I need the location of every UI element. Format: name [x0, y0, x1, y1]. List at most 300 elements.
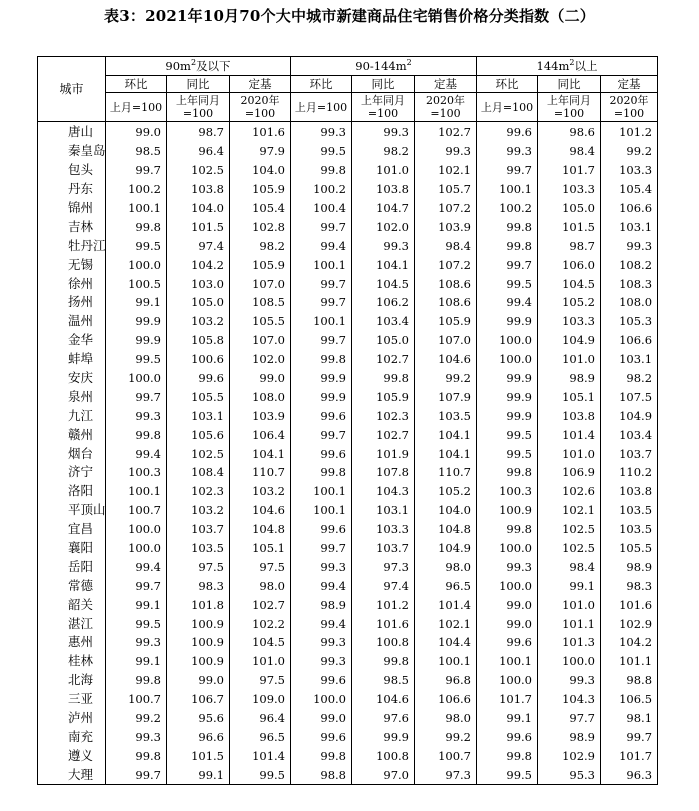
index-value: 100.0 [477, 331, 538, 350]
index-value: 102.1 [415, 614, 477, 633]
city-name: 北海 [38, 671, 106, 690]
index-value: 103.8 [352, 180, 415, 199]
index-value: 99.0 [230, 369, 291, 388]
index-value: 102.2 [230, 614, 291, 633]
index-value: 99.3 [538, 671, 601, 690]
index-value: 105.2 [415, 482, 477, 501]
city-name: 襄阳 [38, 539, 106, 558]
index-value: 101.6 [601, 595, 658, 614]
index-value: 103.4 [601, 425, 658, 444]
index-value: 96.4 [167, 142, 230, 161]
index-value: 98.4 [538, 142, 601, 161]
index-value: 100.0 [477, 539, 538, 558]
index-value: 100.9 [167, 614, 230, 633]
index-value: 99.7 [106, 387, 167, 406]
index-value: 99.0 [167, 671, 230, 690]
index-value: 99.6 [291, 520, 352, 539]
index-value: 97.9 [230, 142, 291, 161]
index-value: 99.8 [477, 463, 538, 482]
index-value: 98.2 [230, 236, 291, 255]
index-value: 100.1 [477, 180, 538, 199]
index-value: 100.1 [415, 652, 477, 671]
index-value: 100.9 [167, 652, 230, 671]
index-value: 102.7 [230, 595, 291, 614]
index-value: 99.7 [477, 161, 538, 180]
index-value: 101.0 [538, 350, 601, 369]
index-value: 96.5 [415, 576, 477, 595]
index-value: 98.4 [415, 236, 477, 255]
index-value: 108.6 [415, 293, 477, 312]
index-value: 106.7 [167, 690, 230, 709]
index-value: 99.9 [477, 387, 538, 406]
index-value: 100.5 [106, 274, 167, 293]
index-value: 100.1 [106, 199, 167, 218]
index-value: 105.9 [415, 312, 477, 331]
index-value: 103.2 [167, 312, 230, 331]
table-row [38, 331, 658, 350]
index-value: 99.9 [291, 369, 352, 388]
index-value: 102.5 [538, 520, 601, 539]
table-row [38, 312, 658, 331]
table-row [38, 199, 658, 218]
index-value: 105.9 [230, 255, 291, 274]
index-value: 99.3 [291, 557, 352, 576]
header-row-groups [38, 57, 658, 76]
index-value: 99.9 [477, 369, 538, 388]
index-value: 98.2 [352, 142, 415, 161]
index-value: 106.4 [230, 425, 291, 444]
index-value: 106.5 [601, 690, 658, 709]
index-value: 100.4 [291, 199, 352, 218]
index-value: 99.3 [106, 728, 167, 747]
index-value: 104.0 [415, 501, 477, 520]
index-value: 99.4 [477, 293, 538, 312]
index-value: 103.1 [601, 217, 658, 236]
index-value: 107.0 [230, 274, 291, 293]
index-value: 108.5 [230, 293, 291, 312]
index-value: 101.1 [601, 652, 658, 671]
table-row [38, 520, 658, 539]
index-value: 103.3 [538, 312, 601, 331]
city-header: 城市 [38, 57, 106, 122]
table-body [38, 122, 658, 785]
index-value: 101.0 [352, 161, 415, 180]
index-value: 103.5 [601, 520, 658, 539]
index-value: 99.1 [167, 765, 230, 784]
city-name: 徐州 [38, 274, 106, 293]
index-value: 109.0 [230, 690, 291, 709]
index-value: 97.6 [352, 709, 415, 728]
index-value: 98.7 [167, 122, 230, 142]
index-value: 104.1 [230, 444, 291, 463]
index-value: 103.8 [538, 406, 601, 425]
sub-header: 定基 [601, 76, 658, 93]
index-value: 100.9 [477, 501, 538, 520]
index-value: 101.5 [538, 217, 601, 236]
index-value: 99.8 [477, 217, 538, 236]
index-value: 97.5 [167, 557, 230, 576]
index-value: 100.0 [106, 369, 167, 388]
index-value: 101.7 [601, 746, 658, 765]
table-row [38, 293, 658, 312]
index-value: 100.3 [477, 482, 538, 501]
index-value: 99.1 [106, 652, 167, 671]
table-row [38, 161, 658, 180]
index-value: 97.4 [352, 576, 415, 595]
city-name: 洛阳 [38, 482, 106, 501]
sub-header: 同比 [538, 76, 601, 93]
index-value: 99.8 [477, 746, 538, 765]
index-value: 105.4 [601, 180, 658, 199]
index-value: 105.5 [167, 387, 230, 406]
index-value: 96.3 [601, 765, 658, 784]
index-value: 99.9 [106, 312, 167, 331]
index-value: 100.2 [106, 180, 167, 199]
index-value: 108.2 [601, 255, 658, 274]
base-header: 上月=100 [477, 93, 538, 122]
index-value: 108.6 [415, 274, 477, 293]
index-value: 100.8 [352, 633, 415, 652]
index-value: 101.3 [538, 633, 601, 652]
city-name: 金华 [38, 331, 106, 350]
index-value: 99.6 [477, 122, 538, 142]
index-value: 102.7 [352, 425, 415, 444]
city-name: 桂林 [38, 652, 106, 671]
index-value: 97.0 [352, 765, 415, 784]
index-value: 99.5 [291, 142, 352, 161]
index-value: 102.9 [601, 614, 658, 633]
index-value: 98.0 [415, 709, 477, 728]
table-row [38, 122, 658, 142]
index-value: 102.1 [415, 161, 477, 180]
table-row [38, 652, 658, 671]
index-value: 102.0 [230, 350, 291, 369]
index-value: 101.2 [352, 595, 415, 614]
index-value: 101.6 [230, 122, 291, 142]
index-value: 101.7 [477, 690, 538, 709]
index-value: 99.3 [106, 633, 167, 652]
index-value: 107.8 [352, 463, 415, 482]
index-value: 104.9 [415, 539, 477, 558]
index-value: 104.2 [167, 255, 230, 274]
unit-superscript: 2 [569, 57, 575, 67]
table-row [38, 728, 658, 747]
city-name: 牡丹江 [38, 236, 106, 255]
city-name: 吉林 [38, 217, 106, 236]
index-value: 103.8 [167, 180, 230, 199]
index-value: 106.6 [601, 331, 658, 350]
index-value: 99.8 [291, 161, 352, 180]
index-value: 100.0 [106, 255, 167, 274]
index-value: 103.4 [352, 312, 415, 331]
index-value: 107.0 [415, 331, 477, 350]
index-value: 99.5 [477, 425, 538, 444]
index-value: 95.3 [538, 765, 601, 784]
index-value: 101.2 [601, 122, 658, 142]
city-name: 岳阳 [38, 557, 106, 576]
index-value: 107.0 [230, 331, 291, 350]
city-name: 丹东 [38, 180, 106, 199]
index-value: 105.9 [230, 180, 291, 199]
index-value: 97.5 [230, 671, 291, 690]
index-value: 104.3 [352, 482, 415, 501]
index-value: 108.0 [230, 387, 291, 406]
base-header: 上月=100 [106, 93, 167, 122]
index-value: 99.2 [106, 709, 167, 728]
index-value: 98.4 [538, 557, 601, 576]
index-value: 99.6 [477, 633, 538, 652]
index-value: 99.5 [106, 350, 167, 369]
index-value: 99.3 [415, 142, 477, 161]
table-row [38, 595, 658, 614]
table-row [38, 217, 658, 236]
index-value: 99.8 [106, 671, 167, 690]
index-value: 98.0 [415, 557, 477, 576]
header-row-base [38, 93, 658, 122]
index-value: 105.3 [601, 312, 658, 331]
index-value: 99.1 [106, 595, 167, 614]
table-row [38, 501, 658, 520]
index-value: 108.0 [601, 293, 658, 312]
index-value: 104.1 [352, 255, 415, 274]
index-value: 102.3 [167, 482, 230, 501]
index-value: 99.5 [477, 444, 538, 463]
index-value: 98.0 [230, 576, 291, 595]
table-row [38, 387, 658, 406]
table-row [38, 482, 658, 501]
index-value: 105.1 [230, 539, 291, 558]
index-value: 99.5 [106, 236, 167, 255]
index-value: 105.5 [601, 539, 658, 558]
index-value: 100.0 [477, 576, 538, 595]
city-name: 安庆 [38, 369, 106, 388]
city-name: 常德 [38, 576, 106, 595]
index-value: 99.3 [291, 652, 352, 671]
index-value: 99.3 [601, 236, 658, 255]
index-value: 98.9 [538, 728, 601, 747]
index-value: 101.0 [538, 595, 601, 614]
index-value: 103.1 [352, 501, 415, 520]
index-value: 99.1 [106, 293, 167, 312]
index-value: 101.4 [230, 746, 291, 765]
index-value: 103.7 [601, 444, 658, 463]
table-row [38, 557, 658, 576]
index-value: 99.8 [352, 652, 415, 671]
index-value: 102.5 [167, 444, 230, 463]
index-value: 98.3 [167, 576, 230, 595]
index-value: 99.7 [601, 728, 658, 747]
index-value: 104.5 [538, 274, 601, 293]
index-value: 99.4 [106, 557, 167, 576]
header-row-sub [38, 76, 658, 93]
index-value: 105.7 [415, 180, 477, 199]
city-name: 包头 [38, 161, 106, 180]
index-value: 99.8 [291, 350, 352, 369]
table-row [38, 690, 658, 709]
index-value: 104.6 [352, 690, 415, 709]
sub-header: 定基 [415, 76, 477, 93]
sub-header: 环比 [291, 76, 352, 93]
index-value: 99.2 [601, 142, 658, 161]
index-value: 98.8 [291, 765, 352, 784]
index-value: 103.5 [415, 406, 477, 425]
index-value: 110.7 [230, 463, 291, 482]
index-value: 99.2 [415, 728, 477, 747]
index-value: 100.1 [477, 652, 538, 671]
table-row [38, 444, 658, 463]
sub-header: 环比 [477, 76, 538, 93]
index-value: 105.6 [167, 425, 230, 444]
index-value: 99.3 [106, 406, 167, 425]
index-value: 97.7 [538, 709, 601, 728]
index-value: 99.9 [477, 406, 538, 425]
table-row [38, 709, 658, 728]
index-value: 102.9 [538, 746, 601, 765]
index-value: 100.1 [291, 312, 352, 331]
base-header: 2020年 =100 [601, 93, 658, 122]
index-value: 101.8 [167, 595, 230, 614]
index-value: 104.3 [538, 690, 601, 709]
index-value: 99.7 [291, 425, 352, 444]
city-name: 蚌埠 [38, 350, 106, 369]
index-value: 104.0 [230, 161, 291, 180]
index-value: 98.9 [601, 557, 658, 576]
index-value: 99.3 [291, 633, 352, 652]
index-value: 104.4 [415, 633, 477, 652]
index-value: 101.0 [230, 652, 291, 671]
table-row [38, 425, 658, 444]
table-row [38, 463, 658, 482]
index-value: 99.0 [477, 614, 538, 633]
index-value: 99.4 [291, 614, 352, 633]
index-value: 99.8 [291, 746, 352, 765]
index-value: 97.5 [230, 557, 291, 576]
index-value: 98.7 [538, 236, 601, 255]
index-value: 103.3 [601, 161, 658, 180]
index-value: 99.4 [291, 576, 352, 595]
index-value: 98.8 [601, 671, 658, 690]
city-name: 秦皇岛 [38, 142, 106, 161]
index-value: 100.0 [106, 520, 167, 539]
base-header: 上年同月 =100 [352, 93, 415, 122]
city-name: 烟台 [38, 444, 106, 463]
index-value: 103.7 [167, 520, 230, 539]
index-value: 98.1 [601, 709, 658, 728]
index-value: 99.5 [230, 765, 291, 784]
index-value: 104.2 [601, 633, 658, 652]
index-value: 100.7 [106, 501, 167, 520]
index-value: 103.8 [601, 482, 658, 501]
index-value: 103.9 [415, 217, 477, 236]
table-row [38, 142, 658, 161]
index-value: 100.7 [415, 746, 477, 765]
index-value: 100.0 [291, 690, 352, 709]
index-value: 98.3 [601, 576, 658, 595]
index-value: 100.0 [477, 671, 538, 690]
index-value: 99.0 [477, 595, 538, 614]
city-name: 锦州 [38, 199, 106, 218]
index-value: 102.0 [352, 217, 415, 236]
index-value: 100.0 [106, 539, 167, 558]
index-value: 99.7 [291, 331, 352, 350]
index-value: 99.6 [291, 444, 352, 463]
index-value: 96.8 [415, 671, 477, 690]
index-value: 103.7 [352, 539, 415, 558]
index-value: 104.0 [167, 199, 230, 218]
index-value: 104.5 [230, 633, 291, 652]
index-value: 95.6 [167, 709, 230, 728]
index-value: 101.1 [538, 614, 601, 633]
index-value: 105.0 [167, 293, 230, 312]
index-value: 98.5 [352, 671, 415, 690]
table-title: 表3：2021年10月70个大中城市新建商品住宅销售价格分类指数（二） [104, 7, 595, 25]
index-value: 105.2 [538, 293, 601, 312]
index-value: 99.5 [106, 614, 167, 633]
index-value: 99.8 [106, 746, 167, 765]
table-row [38, 614, 658, 633]
index-value: 110.2 [601, 463, 658, 482]
index-value: 99.3 [352, 236, 415, 255]
index-value: 99.9 [291, 387, 352, 406]
index-value: 99.4 [106, 444, 167, 463]
index-value: 99.3 [352, 122, 415, 142]
index-value: 100.9 [167, 633, 230, 652]
index-value: 104.6 [415, 350, 477, 369]
index-value: 100.1 [291, 255, 352, 274]
index-value: 103.1 [601, 350, 658, 369]
base-header: 上年同月 =100 [538, 93, 601, 122]
index-value: 108.3 [601, 274, 658, 293]
index-value: 99.9 [352, 728, 415, 747]
sub-header: 环比 [106, 76, 167, 93]
index-value: 99.8 [352, 369, 415, 388]
index-value: 100.2 [291, 180, 352, 199]
index-value: 103.0 [167, 274, 230, 293]
index-value: 106.0 [538, 255, 601, 274]
city-name: 赣州 [38, 425, 106, 444]
index-value: 98.9 [538, 369, 601, 388]
index-value: 99.2 [415, 369, 477, 388]
index-value: 100.1 [106, 482, 167, 501]
base-header: 上年同月 =100 [167, 93, 230, 122]
unit-superscript: 2 [406, 57, 412, 67]
index-value: 103.2 [167, 501, 230, 520]
index-value: 99.5 [477, 765, 538, 784]
index-value: 107.5 [601, 387, 658, 406]
index-value: 100.0 [477, 350, 538, 369]
index-value: 103.3 [538, 180, 601, 199]
city-name: 惠州 [38, 633, 106, 652]
table-row [38, 746, 658, 765]
index-value: 104.1 [415, 444, 477, 463]
index-value: 107.2 [415, 255, 477, 274]
table-row [38, 255, 658, 274]
index-value: 99.3 [291, 122, 352, 142]
index-value: 99.7 [291, 217, 352, 236]
index-value: 98.9 [291, 595, 352, 614]
index-value: 98.6 [538, 122, 601, 142]
index-value: 99.1 [538, 576, 601, 595]
index-value: 104.9 [538, 331, 601, 350]
index-value: 103.3 [352, 520, 415, 539]
index-value: 104.1 [415, 425, 477, 444]
index-value: 102.3 [352, 406, 415, 425]
index-value: 99.8 [106, 425, 167, 444]
index-value: 99.0 [291, 709, 352, 728]
index-value: 99.7 [477, 255, 538, 274]
table-row [38, 539, 658, 558]
index-value: 104.8 [415, 520, 477, 539]
